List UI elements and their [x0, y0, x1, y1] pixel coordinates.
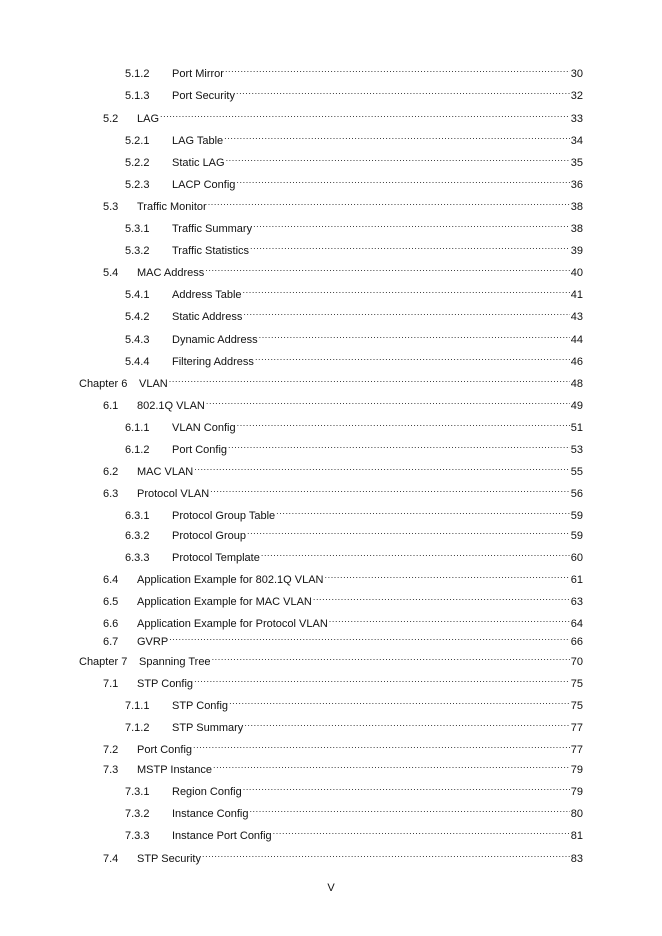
- toc-entry-page: 77: [570, 722, 583, 734]
- toc-entry-title: Traffic Monitor: [137, 201, 207, 213]
- toc-entry[interactable]: [125, 216, 583, 235]
- toc-entry-title: Static Address: [172, 311, 243, 323]
- toc-entry-page: 56: [570, 488, 583, 500]
- toc-entry-title: STP Config: [172, 700, 229, 712]
- toc-entry-page: 30: [570, 68, 583, 80]
- toc-entry-page: 60: [570, 552, 583, 564]
- toc-entry-title: Traffic Statistics: [172, 245, 250, 257]
- toc-entry-page: 66: [570, 636, 583, 648]
- toc-dot-leader: [253, 216, 570, 232]
- toc-entry[interactable]: [103, 481, 583, 500]
- toc-entry-number: 7.4: [103, 853, 119, 865]
- toc-entry-page: 46: [570, 356, 583, 368]
- toc-dot-leader: [193, 737, 570, 753]
- toc-entry-page: 75: [570, 678, 583, 690]
- toc-entry-page: 79: [570, 764, 583, 776]
- toc-entry-page: 44: [570, 334, 583, 346]
- toc-entry-page: 35: [570, 157, 583, 169]
- toc-entry[interactable]: [79, 371, 583, 390]
- toc-entry[interactable]: [125, 415, 583, 434]
- toc-entry-title: Static LAG: [172, 157, 225, 169]
- toc-entry-number: 6.1: [103, 400, 119, 412]
- toc-entry[interactable]: [125, 327, 583, 346]
- toc-entry-number: 7.2: [103, 744, 119, 756]
- toc-entry-number: 7.3.1: [125, 786, 150, 798]
- toc-entry-title: Protocol Group: [172, 530, 246, 542]
- toc-entry-page: 83: [570, 853, 583, 865]
- toc-entry[interactable]: [103, 846, 583, 865]
- toc-dot-leader: [237, 415, 570, 431]
- toc-entry[interactable]: [125, 523, 583, 542]
- toc-entry-number: 5.2.3: [125, 179, 150, 191]
- toc-entry-page: 33: [570, 113, 583, 125]
- toc-entry-number: 6.1.1: [125, 422, 150, 434]
- toc-entry[interactable]: [125, 545, 583, 564]
- toc-entry-title: STP Summary: [172, 722, 244, 734]
- toc-dot-leader: [261, 545, 570, 561]
- toc-entry-number: 6.3.1: [125, 510, 150, 522]
- toc-entry-number: 7.3.2: [125, 808, 150, 820]
- toc-dot-leader: [325, 567, 570, 583]
- toc-dot-leader: [210, 481, 570, 497]
- toc-dot-leader: [273, 823, 570, 839]
- toc-entry-title: Spanning Tree: [139, 656, 211, 668]
- toc-entry-number: 5.2: [103, 113, 119, 125]
- toc-entry-page: 59: [570, 530, 583, 542]
- toc-dot-leader: [194, 671, 570, 687]
- toc-entry[interactable]: [125, 503, 583, 522]
- toc-entry[interactable]: [125, 128, 583, 147]
- toc-dot-leader: [224, 128, 570, 144]
- toc-entry[interactable]: [125, 693, 583, 712]
- toc-entry-page: 55: [570, 466, 583, 478]
- toc-entry-page: 80: [570, 808, 583, 820]
- toc-entry-title: GVRP: [137, 636, 169, 648]
- toc-dot-leader: [276, 503, 570, 519]
- toc-entry-page: 38: [570, 223, 583, 235]
- toc-dot-leader: [212, 649, 570, 665]
- toc-entry-number: 5.2.1: [125, 135, 150, 147]
- toc-dot-leader: [208, 194, 570, 210]
- toc-dot-leader: [225, 61, 570, 77]
- toc-dot-leader: [194, 459, 570, 475]
- toc-entry[interactable]: [125, 150, 583, 169]
- toc-entry-number: 7.1.1: [125, 700, 150, 712]
- toc-entry-page: 59: [570, 510, 583, 522]
- toc-entry[interactable]: [103, 194, 583, 213]
- toc-entry[interactable]: [125, 172, 583, 191]
- toc-entry[interactable]: [125, 801, 583, 820]
- toc-entry-title: Protocol VLAN: [137, 488, 210, 500]
- page-footer-number: V: [327, 882, 335, 894]
- toc-entry-title: Port Mirror: [172, 68, 224, 80]
- toc-dot-leader: [160, 106, 570, 122]
- toc-entry-number: 6.1.2: [125, 444, 150, 456]
- toc-dot-leader: [244, 715, 569, 731]
- toc-entry[interactable]: [125, 238, 583, 257]
- toc-entry[interactable]: [103, 459, 583, 478]
- toc-entry-page: 38: [570, 201, 583, 213]
- toc-entry-number: Chapter 7: [79, 656, 128, 668]
- toc-entry-page: 75: [570, 700, 583, 712]
- toc-entry-title: MSTP Instance: [137, 764, 212, 776]
- toc-entry-number: 7.1.2: [125, 722, 150, 734]
- toc-entry-page: 64: [570, 618, 583, 630]
- toc-dot-leader: [243, 282, 570, 298]
- toc-entry[interactable]: [125, 304, 583, 323]
- toc-entry-page: 77: [570, 744, 583, 756]
- toc-dot-leader: [169, 371, 570, 387]
- toc-entry-number: 6.3.3: [125, 552, 150, 564]
- toc-entry-title: Port Config: [137, 744, 193, 756]
- toc-entry-page: 41: [570, 289, 583, 301]
- toc-entry[interactable]: [103, 260, 583, 279]
- toc-dot-leader: [205, 260, 570, 276]
- toc-dot-leader: [169, 629, 570, 645]
- toc-entry-number: 5.4.1: [125, 289, 150, 301]
- toc-entry-title: LAG: [137, 113, 160, 125]
- toc-entry[interactable]: [125, 349, 583, 368]
- toc-entry-title: Port Security: [172, 90, 235, 102]
- toc-entry[interactable]: [103, 737, 583, 756]
- toc-dot-leader: [243, 779, 570, 795]
- toc-dot-leader: [329, 611, 570, 627]
- toc-dot-leader: [236, 83, 570, 99]
- toc-entry-number: 6.5: [103, 596, 119, 608]
- toc-dot-leader: [313, 589, 570, 605]
- toc-entry-number: 6.3: [103, 488, 119, 500]
- toc-dot-leader: [243, 304, 569, 320]
- toc-entry-title: Application Example for 802.1Q VLAN: [137, 574, 324, 586]
- toc-dot-leader: [250, 238, 570, 254]
- toc-entry[interactable]: [125, 437, 583, 456]
- toc-dot-leader: [228, 437, 570, 453]
- toc-entry[interactable]: [103, 393, 583, 412]
- toc-entry-page: 61: [570, 574, 583, 586]
- toc-entry[interactable]: [125, 61, 583, 80]
- toc-entry-page: 40: [570, 267, 583, 279]
- toc-entry-title: Traffic Summary: [172, 223, 253, 235]
- toc-dot-leader: [249, 801, 569, 817]
- toc-entry[interactable]: [125, 83, 583, 102]
- toc-entry[interactable]: [103, 567, 583, 586]
- toc-entry-title: MAC Address: [137, 267, 205, 279]
- toc-entry-number: 6.3.2: [125, 530, 150, 542]
- toc-entry-title: Instance Port Config: [172, 830, 272, 842]
- toc-entry-number: Chapter 6: [79, 378, 128, 390]
- toc-entry-title: Address Table: [172, 289, 242, 301]
- toc-entry-number: 7.3: [103, 764, 119, 776]
- toc-entry-page: 79: [570, 786, 583, 798]
- toc-entry[interactable]: [103, 611, 583, 630]
- toc-entry-title: MAC VLAN: [137, 466, 194, 478]
- toc-entry[interactable]: [103, 589, 583, 608]
- toc-entry-number: 5.3.1: [125, 223, 150, 235]
- toc-entry-page: 36: [570, 179, 583, 191]
- toc-entry[interactable]: [125, 282, 583, 301]
- toc-entry[interactable]: [125, 779, 583, 798]
- toc-entry[interactable]: [103, 629, 583, 648]
- toc-dot-leader: [259, 327, 570, 343]
- toc-entry-title: STP Config: [137, 678, 194, 690]
- toc-entry-number: 5.3.2: [125, 245, 150, 257]
- toc-dot-leader: [226, 150, 570, 166]
- toc-dot-leader: [236, 172, 569, 188]
- toc-entry-page: 49: [570, 400, 583, 412]
- toc-entry-title: Filtering Address: [172, 356, 254, 368]
- toc-entry-number: 5.4.3: [125, 334, 150, 346]
- toc-entry[interactable]: [125, 823, 583, 842]
- toc-entry-page: 70: [570, 656, 583, 668]
- toc-entry-title: VLAN Config: [172, 422, 236, 434]
- toc-dot-leader: [213, 757, 570, 773]
- toc-entry-page: 81: [570, 830, 583, 842]
- toc-dot-leader: [255, 349, 570, 365]
- toc-entry-title: Region Config: [172, 786, 242, 798]
- toc-entry-page: 43: [570, 311, 583, 323]
- toc-entry-title: LAG Table: [172, 135, 224, 147]
- toc-entry[interactable]: [103, 106, 583, 125]
- toc-dot-leader: [229, 693, 570, 709]
- toc-entry-page: 51: [570, 422, 583, 434]
- toc-entry-title: Application Example for MAC VLAN: [137, 596, 312, 608]
- toc-entry[interactable]: [125, 715, 583, 734]
- toc-entry-number: 7.3.3: [125, 830, 150, 842]
- toc-entry[interactable]: [79, 649, 583, 668]
- toc-entry-number: 5.4.2: [125, 311, 150, 323]
- toc-entry-number: 6.7: [103, 636, 119, 648]
- toc-dot-leader: [247, 523, 570, 539]
- toc-entry[interactable]: [103, 671, 583, 690]
- toc-entry-number: 5.2.2: [125, 157, 150, 169]
- toc-entry-number: 5.4.4: [125, 356, 150, 368]
- toc-entry-title: Application Example for Protocol VLAN: [137, 618, 328, 630]
- toc-entry[interactable]: [103, 757, 583, 776]
- toc-entry-number: 6.6: [103, 618, 119, 630]
- toc-entry-page: 34: [570, 135, 583, 147]
- toc-entry-title: Protocol Template: [172, 552, 260, 564]
- toc-entry-title: LACP Config: [172, 179, 236, 191]
- toc-entry-page: 39: [570, 245, 583, 257]
- toc-entry-page: 53: [570, 444, 583, 456]
- toc-entry-number: 5.1.2: [125, 68, 150, 80]
- toc-entry-title: Dynamic Address: [172, 334, 258, 346]
- toc-entry-page: 63: [570, 596, 583, 608]
- toc-entry-title: Port Config: [172, 444, 228, 456]
- toc-dot-leader: [202, 846, 570, 862]
- toc-entry-number: 5.1.3: [125, 90, 150, 102]
- toc-entry-number: 6.4: [103, 574, 119, 586]
- toc-dot-leader: [206, 393, 570, 409]
- toc-entry-page: 48: [570, 378, 583, 390]
- toc-entry-title: 802.1Q VLAN: [137, 400, 205, 412]
- toc-entry-number: 7.1: [103, 678, 119, 690]
- toc-entry-title: Protocol Group Table: [172, 510, 276, 522]
- toc-entry-title: STP Security: [137, 853, 201, 865]
- toc-entry-title: VLAN: [139, 378, 168, 390]
- toc-entry-number: 5.3: [103, 201, 119, 213]
- toc-entry-number: 5.4: [103, 267, 119, 279]
- toc-entry-number: 6.2: [103, 466, 119, 478]
- toc-entry-title: Instance Config: [172, 808, 249, 820]
- toc-entry-page: 32: [570, 90, 583, 102]
